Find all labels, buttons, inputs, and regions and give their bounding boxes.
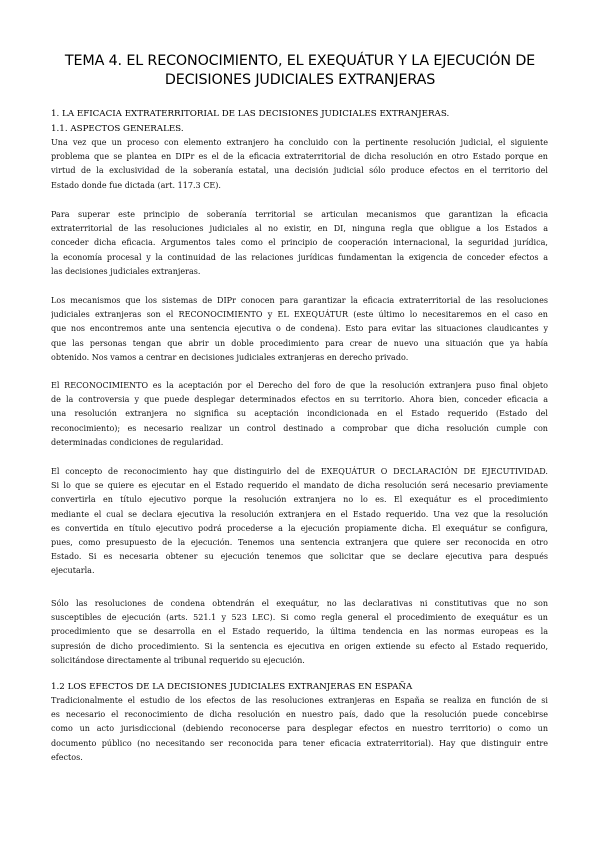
paragraph-line: reconocimiento); es necesario realizar un control destinado a comprobar que dicha resolución cumple con [51,423,548,433]
paragraph-line: documento público (no necesitando ser reconocida para tener eficacia extraterritorial). Hay que distinguir entre [51,738,548,748]
paragraph-line: las decisiones judiciales extranjeras. [51,266,201,276]
document-title-line-2: DECISIONES JUDICIALES EXTRANJERAS [164,72,436,88]
paragraph-line: que nos encontremos ante una sentencia ejecutiva o de condena). Esto para evitar las situaciones claudicantes y [51,324,548,334]
paragraph [51,136,548,193]
paragraph-line: susceptibles de ejecución (arts. 521.1 y 523 LEC). Si como regla general el procedimiento de exequátur es un [51,613,548,623]
paragraph-line: procedimiento que se desarrolla en el Estado requerido, la última tendencia en las normas europeas es la [51,627,548,637]
paragraph-line: pues, como presupuesto de la ejecución. Tenemos una sentencia extranjera que quiere ser reconocida en otro [51,538,548,548]
section-1-heading: 1. LA EFICACIA EXTRATERRITORIAL DE LAS DECISIONES JUDICIALES EXTRANJERAS. [51,109,450,119]
paragraph-line: obtenido. Nos vamos a centrar en decisiones judiciales extranjeras en derecho privado. [51,352,409,362]
paragraph [51,465,548,579]
paragraph-line: es necesario el reconocimiento de dicha resolución en nuestro país, dado que la resolución puede concebirse [51,710,548,720]
paragraph-line: determinadas condiciones de regularidad. [51,437,224,447]
paragraph-line: El concepto de reconocimiento hay que distinguirlo del de EXEQUÁTUR O DECLARACIÓN DE EJECUTIVIDAD. [51,467,548,476]
paragraph-line: que las personas tengan que abrir un doble procedimiento para crear de nuevo una situación que ya había [51,338,548,348]
paragraph [51,379,548,450]
paragraph [51,294,548,365]
paragraph-line: El RECONOCIMIENTO es la aceptación por el Derecho del foro de que la resolución extranjera puso final objeto [51,381,548,390]
paragraph-line: Para superar este principio de soberanía territorial se articulan mecanismos que garantizan la eficacia [51,210,548,219]
paragraph-line: Tradicionalmente el estudio de los efectos de las resoluciones extranjeras en España se realiza en función de si [51,696,548,705]
paragraph [51,694,548,765]
paragraph-line: una resolución extranjera no significa su aceptación incondicionada en el Estado requerido (Estado del [51,409,548,419]
subsection-1-1-heading: 1.1. ASPECTOS GENERALES. [51,124,184,134]
paragraph-line: de la controversia y que puede desplegar determinados efectos en su territorio. Ahora bien, conceder eficacia a [51,395,548,405]
paragraph-line: mediante el cual se declara ejecutiva la resolución extranjera en el Estado requerido. Una vez que la resolución [51,509,548,519]
paragraph-line: convertirla en título ejecutivo porque la resolución extranjera no lo es. El exequátur es el procedimiento [51,495,548,505]
paragraph [51,597,548,668]
paragraph-line: supresión de dicho procedimiento. Si la sentencia es ejecutiva en origen extiende su efecto al Estado requerido, [51,641,548,651]
subsection-1-2-heading: 1.2 LOS EFECTOS DE LA DECISIONES JUDICIALES EXTRANJERAS EN ESPAÑA [51,682,413,692]
paragraph-line: es convertida en título ejecutivo podrá procederse a la ejecución propiamente dicha. El exequátur se configura, [51,523,548,533]
paragraph-line: Los mecanismos que los sistemas de DIPr conocen para garantizar la eficacia extraterritorial de las resoluciones [51,296,548,305]
paragraph-line: solicitándose directamente al tribunal requerido su ejecución. [51,655,305,665]
paragraph-line: efectos. [51,752,83,762]
paragraph-line: conceder dicha eficacia. Argumentos tales como el principio de cooperación internacional, la seguridad jurídica, [51,238,548,248]
paragraph-line: Si lo que se quiere es ejecutar en el Estado requerido el mandato de dicha resolución será necesario previamente [51,481,548,491]
paragraph-line: Una vez que un proceso con elemento extranjero ha concluido con la pertinente resolución judicial, el siguiente [51,138,548,147]
document-title-line-1: TEMA 4. EL RECONOCIMIENTO, EL EXEQUÁTUR Y LA EJECUCIÓN DE [64,53,536,69]
paragraph-line: como un acto jurisdiccional (debiendo reconocerse para desplegar efectos en nuestro territorio) o como un [51,724,548,734]
paragraph-line: virtud de la exclusividad de la soberanía estatal, una decisión judicial sólo produce efectos en el territorio del [51,166,548,176]
paragraph [51,208,548,279]
paragraph-line: Estado donde fue dictada (art. 117.3 CE). [51,180,221,190]
paragraph-line: ejecutarla. [51,566,95,576]
paragraph-line: extraterritorial de las resoluciones judiciales al no existir, en DI, ninguna regla que obligue a los Estados a [51,224,548,234]
paragraph-line: Estado. Si es necesaria obtener su ejecución tenemos que solicitar que se declare ejecutiva para después [51,552,548,562]
paragraph-line: problema que se plantea en DIPr es el de la eficacia extraterritorial de dicha resolución en otro Estado porque en [51,152,548,162]
paragraph-line: judiciales extranjeras son el RECONOCIMIENTO y EL EXEQUÁTUR (este último lo necesitaremos en el caso en [51,310,548,320]
paragraph-line: la economía procesal y la continuidad de las relaciones jurídicas fundamentan la exigencia de conceder efectos a [51,252,548,262]
paragraph-line: Sólo las resoluciones de condena obtendrán el exequátur, no las declarativas ni constitutivas que no son [51,599,548,608]
